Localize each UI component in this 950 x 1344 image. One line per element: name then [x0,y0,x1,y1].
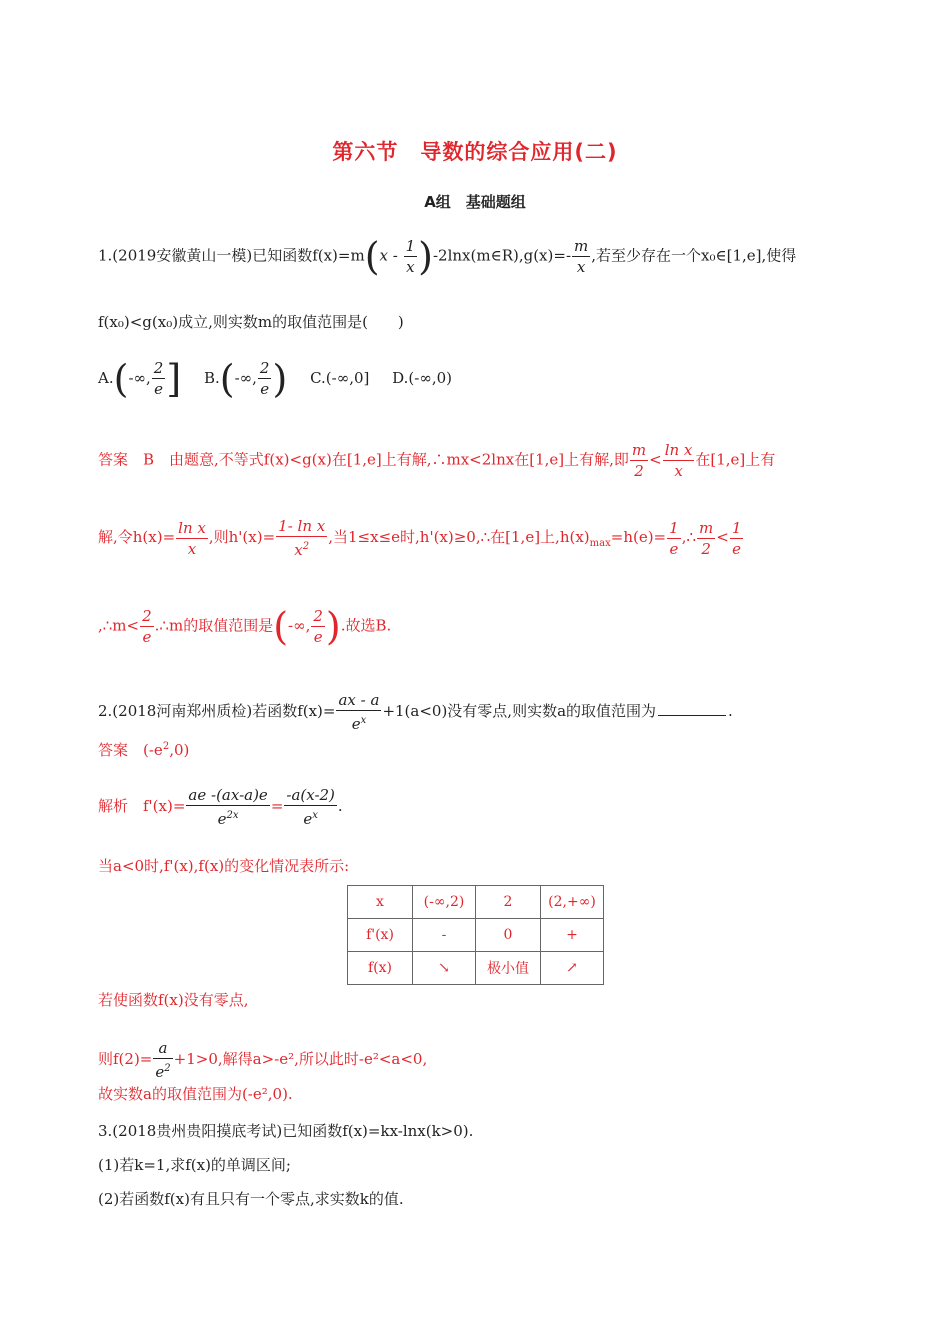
q1-options [98,358,452,399]
q1-answer-line2: 解,令h(x)= $\frac{\text{ln x}}{x}$ ,则h'(x)= $\frac{\text{1- ln x}}{x^2}$ ,当1≤x≤e时,h'(x)≥0,∴在[1,e]上$,h(x)_{max}=h(e)=$ $\frac{1}{e}$ ,∴ $\frac{m}{2}$ < $\frac{1}{e}$ [98,517,742,559]
page-title: 第六节 导数的综合应用(二) [332,140,618,164]
option-d: D.(-∞,0) [392,368,452,387]
table-row [348,919,604,952]
table-cell: 极小值 [476,952,541,985]
table-cell: ↗ [541,952,604,985]
option-a: A.(-∞, $\frac{2}{e}$ ] [98,356,182,401]
table-row [348,952,604,985]
table-cell: f(x) [348,952,413,985]
q2-analysis: 解析 f'(x)= $\frac{ae -(ax-a)e}{e^{2x}}$ = $\frac{-a(x-2)}{e^x}$ . [98,786,343,828]
answer-blank [658,701,726,716]
q3-stem: 3.(2018贵州贵阳摸底考试)已知函数f(x)=kx-lnx(k>0). [98,1122,474,1140]
q2-table-intro: 当a<0时,f'(x),f(x)的变化情况表所示: [98,857,350,875]
q1-stem: 1.(2019安徽黄山一模)已知函数f(x)=m(x - $\frac{1}{x}$ )-2lnx(m∈R),g(x)=- $\frac{m}{x}$ ,若至少存在一个x₀∈[1,e],使得 [98,234,797,279]
q2-line-b: 则f(2)= $\frac{a}{e^2}$ +1>0,解得a>-e²,所以此时-e²<a<0, [98,1039,428,1081]
q2-line-c: 故实数a的取值范围为(-e²,0). [98,1085,293,1103]
q2-line-a: 若使函数f(x)没有零点, [98,991,249,1009]
table-row [348,886,604,919]
table-cell: ↘ [413,952,476,985]
table-cell: 2 [476,886,541,919]
table-cell: + [541,919,604,952]
table-cell: x [348,886,413,919]
option-b: B.(-∞, $\frac{2}{e}$ ) [203,356,288,401]
q2-answer: 答案 $(-e^2,0)$ [98,741,190,759]
q1-answer-line1: 答案 B 由题意,不等式f(x)<g(x)在[1,e]上有解,∴mx<2lnx在[1,e]上有解,即 $\frac{m}{2}$ < $\frac{\text{ln x}}{x}$ 在[1,e]上有 [98,441,776,480]
option-c: C.(-∞,0] [310,368,370,387]
table-cell: (-∞,2) [413,886,476,919]
table-cell: - [413,919,476,952]
table-cell: (2,+∞) [541,886,604,919]
table-cell: 0 [476,919,541,952]
group-heading: A组 基础题组 [424,193,526,211]
q3-part2: (2)若函数f(x)有且只有一个零点,求实数k的值. [98,1190,404,1208]
table-cell: f'(x) [348,919,413,952]
q3-part1: (1)若k=1,求f(x)的单调区间; [98,1156,291,1174]
q2-stem: 2.(2018河南郑州质检)若函数f(x)= $\frac{ax - a}{e^x}$ +1(a<0)没有零点,则实数a的取值范围为 . [98,691,733,733]
variation-table [347,885,604,985]
q1-answer-line3: ,∴m< $\frac{2}{e}$ .∴m的取值范围是(-∞, $\frac{2}{e}$ ).故选B. [98,604,392,649]
q1-stem-line2: f(x₀)<g(x₀)成立,则实数m的取值范围是( ) [98,313,404,331]
